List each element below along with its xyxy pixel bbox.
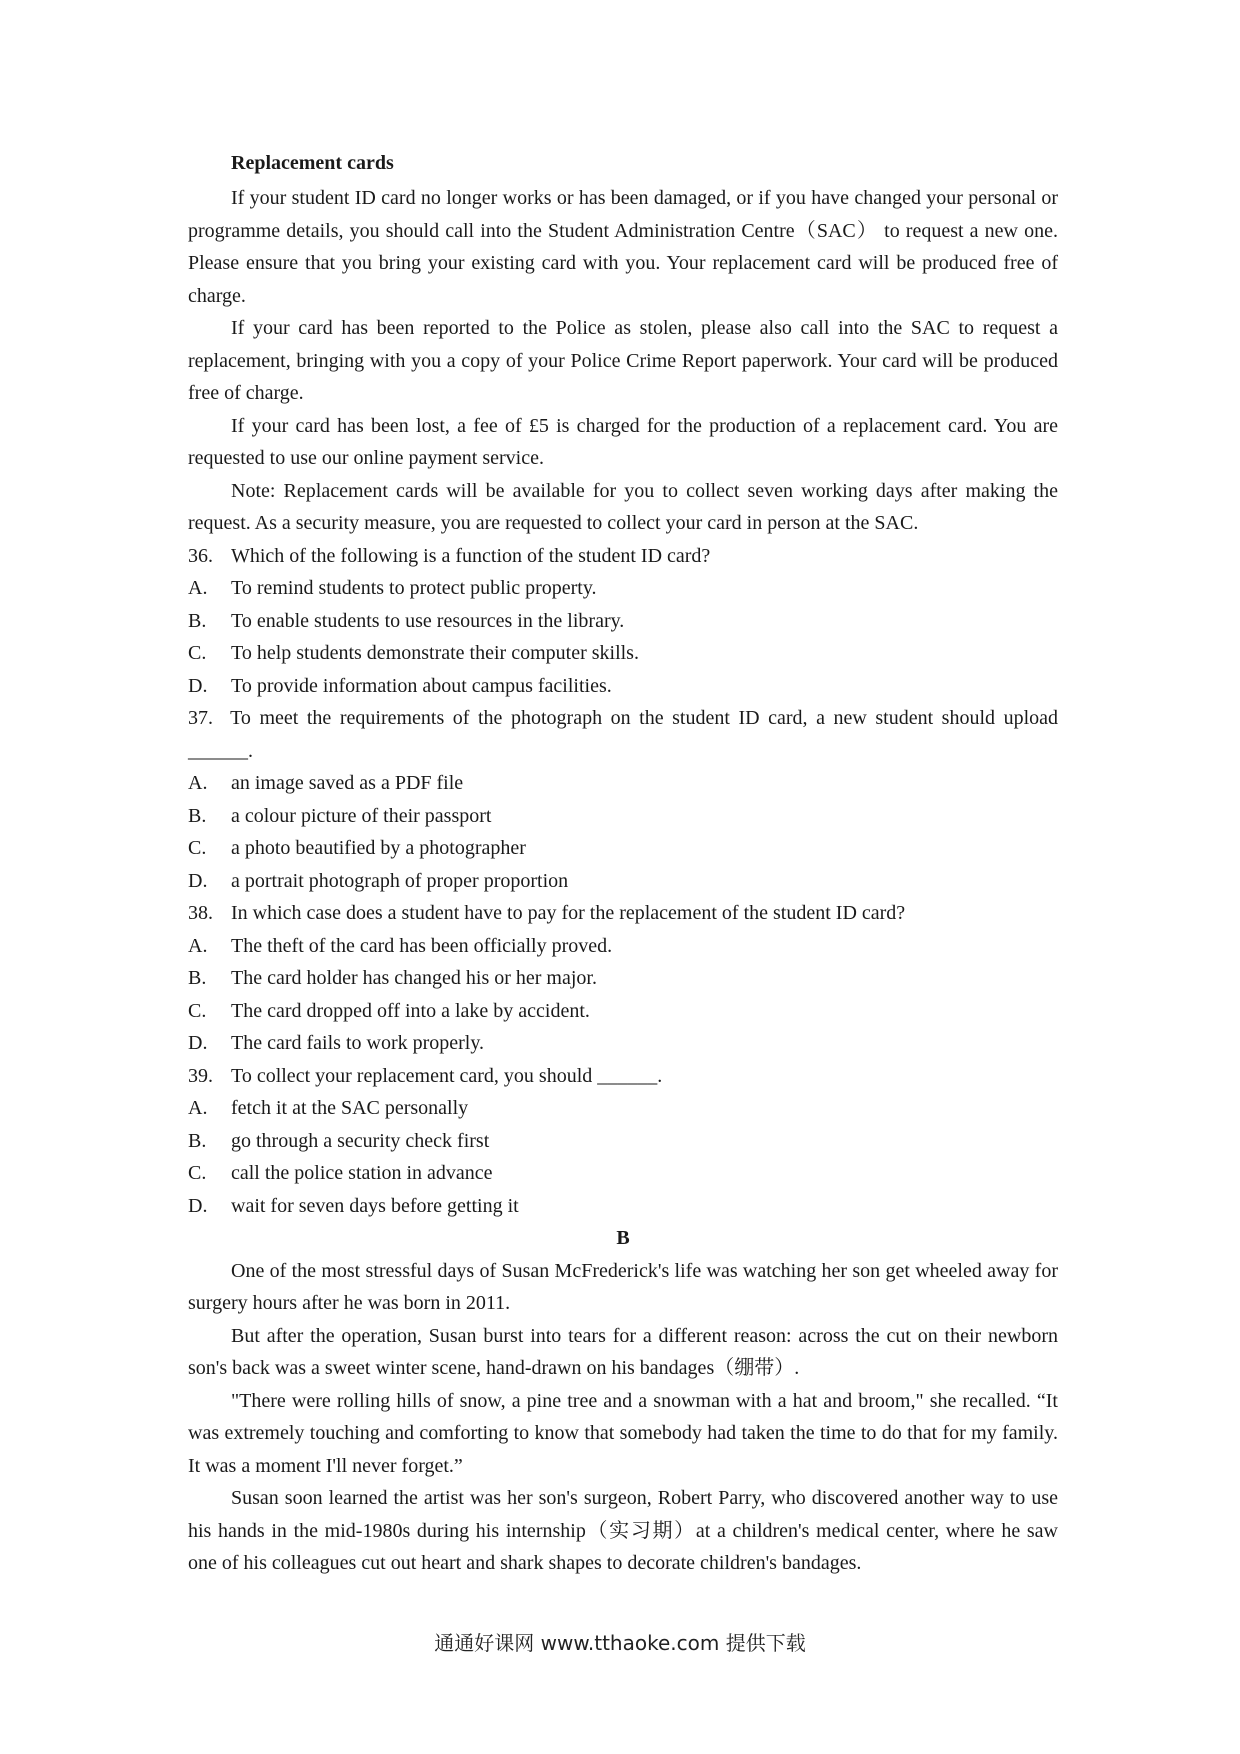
option: D. To provide information about campus facilities. xyxy=(188,674,612,697)
paragraph: "There were rolling hills of snow, a pine tree and a snowman with a hat and broom," she recalled. “It was extremely touching and comforting to know that somebody had taken the time to do that for my family. It was a moment I'll never forget.” xyxy=(188,1389,1058,1477)
question-38: 38. In which case does a student have to pay for the replacement of the student ID card? xyxy=(188,902,906,924)
document-page xyxy=(188,150,1058,1580)
question-39: 39. To collect your replacement card, you should ______. xyxy=(188,1064,663,1087)
paragraph: One of the most stressful days of Susan McFrederick's life was watching her son get wheeled away for surgery hours after he was born in 2011. xyxy=(188,1259,1058,1314)
paragraph: If your student ID card no longer works or has been damaged, or if you have changed your personal or programme details, you should call into the Student Administration Centre（SAC） to request a new one. Please ensure that you bring your existing card with you. Your replacement card will be produced free of charge. xyxy=(188,187,1058,307)
option: D. The card fails to work properly. xyxy=(188,1032,485,1054)
paragraph: Note: Replacement cards will be available for you to collect seven working days after making the request. As a security measure, you are requested to collect your card in person at the SAC. xyxy=(188,479,1058,534)
paragraph: If your card has been lost, a fee of £5 is charged for the production of a replacement card. You are requested to use our online payment service. xyxy=(188,414,1058,469)
option: D. wait for seven days before getting it xyxy=(188,1194,519,1217)
option: A. an image saved as a PDF file xyxy=(188,772,464,794)
option: C. a photo beautified by a photographer xyxy=(188,837,526,859)
option: B. a colour picture of their passport xyxy=(188,804,492,827)
option: C. To help students demonstrate their computer skills. xyxy=(188,642,639,664)
option: C. call the police station in advance xyxy=(188,1162,493,1184)
page-footer: 通通好课网 www.tthaoke.com 提供下载 xyxy=(434,1631,806,1655)
option: B. go through a security check first xyxy=(188,1129,490,1152)
question-36: 36. Which of the following is a function of the student ID card? xyxy=(188,544,711,567)
section-heading: Replacement cards xyxy=(231,152,394,174)
option: A. fetch it at the SAC personally xyxy=(188,1097,469,1119)
option: A. The theft of the card has been officially proved. xyxy=(188,934,613,957)
paragraph: If your card has been reported to the Police as stolen, please also call into the SAC to request a replacement, bringing with you a copy of your Police Crime Report paperwork. Your card will be produced free of charge. xyxy=(188,317,1058,404)
paragraph: But after the operation, Susan burst into tears for a different reason: across the cut on their newborn son's back was a sweet winter scene, hand-drawn on his bandages（绷带）. xyxy=(188,1324,1058,1379)
section-b-heading: B xyxy=(616,1227,630,1249)
option: B. To enable students to use resources in the library. xyxy=(188,609,625,632)
paragraph: Susan soon learned the artist was her son's surgeon, Robert Parry, who discovered another way to use his hands in the mid-1980s during his internship（实习期）at a children's medical center, where he saw one of his colleagues cut out heart and shark shapes to decorate children's bandages. xyxy=(188,1487,1058,1574)
question-37: 37. To meet the requirements of the photograph on the student ID card, a new student should upload ______. xyxy=(188,707,1058,762)
option: C. The card dropped off into a lake by accident. xyxy=(188,999,590,1022)
option: B. The card holder has changed his or her major. xyxy=(188,967,597,989)
option: D. a portrait photograph of proper proportion xyxy=(188,869,569,892)
option: A. To remind students to protect public property. xyxy=(188,577,597,599)
